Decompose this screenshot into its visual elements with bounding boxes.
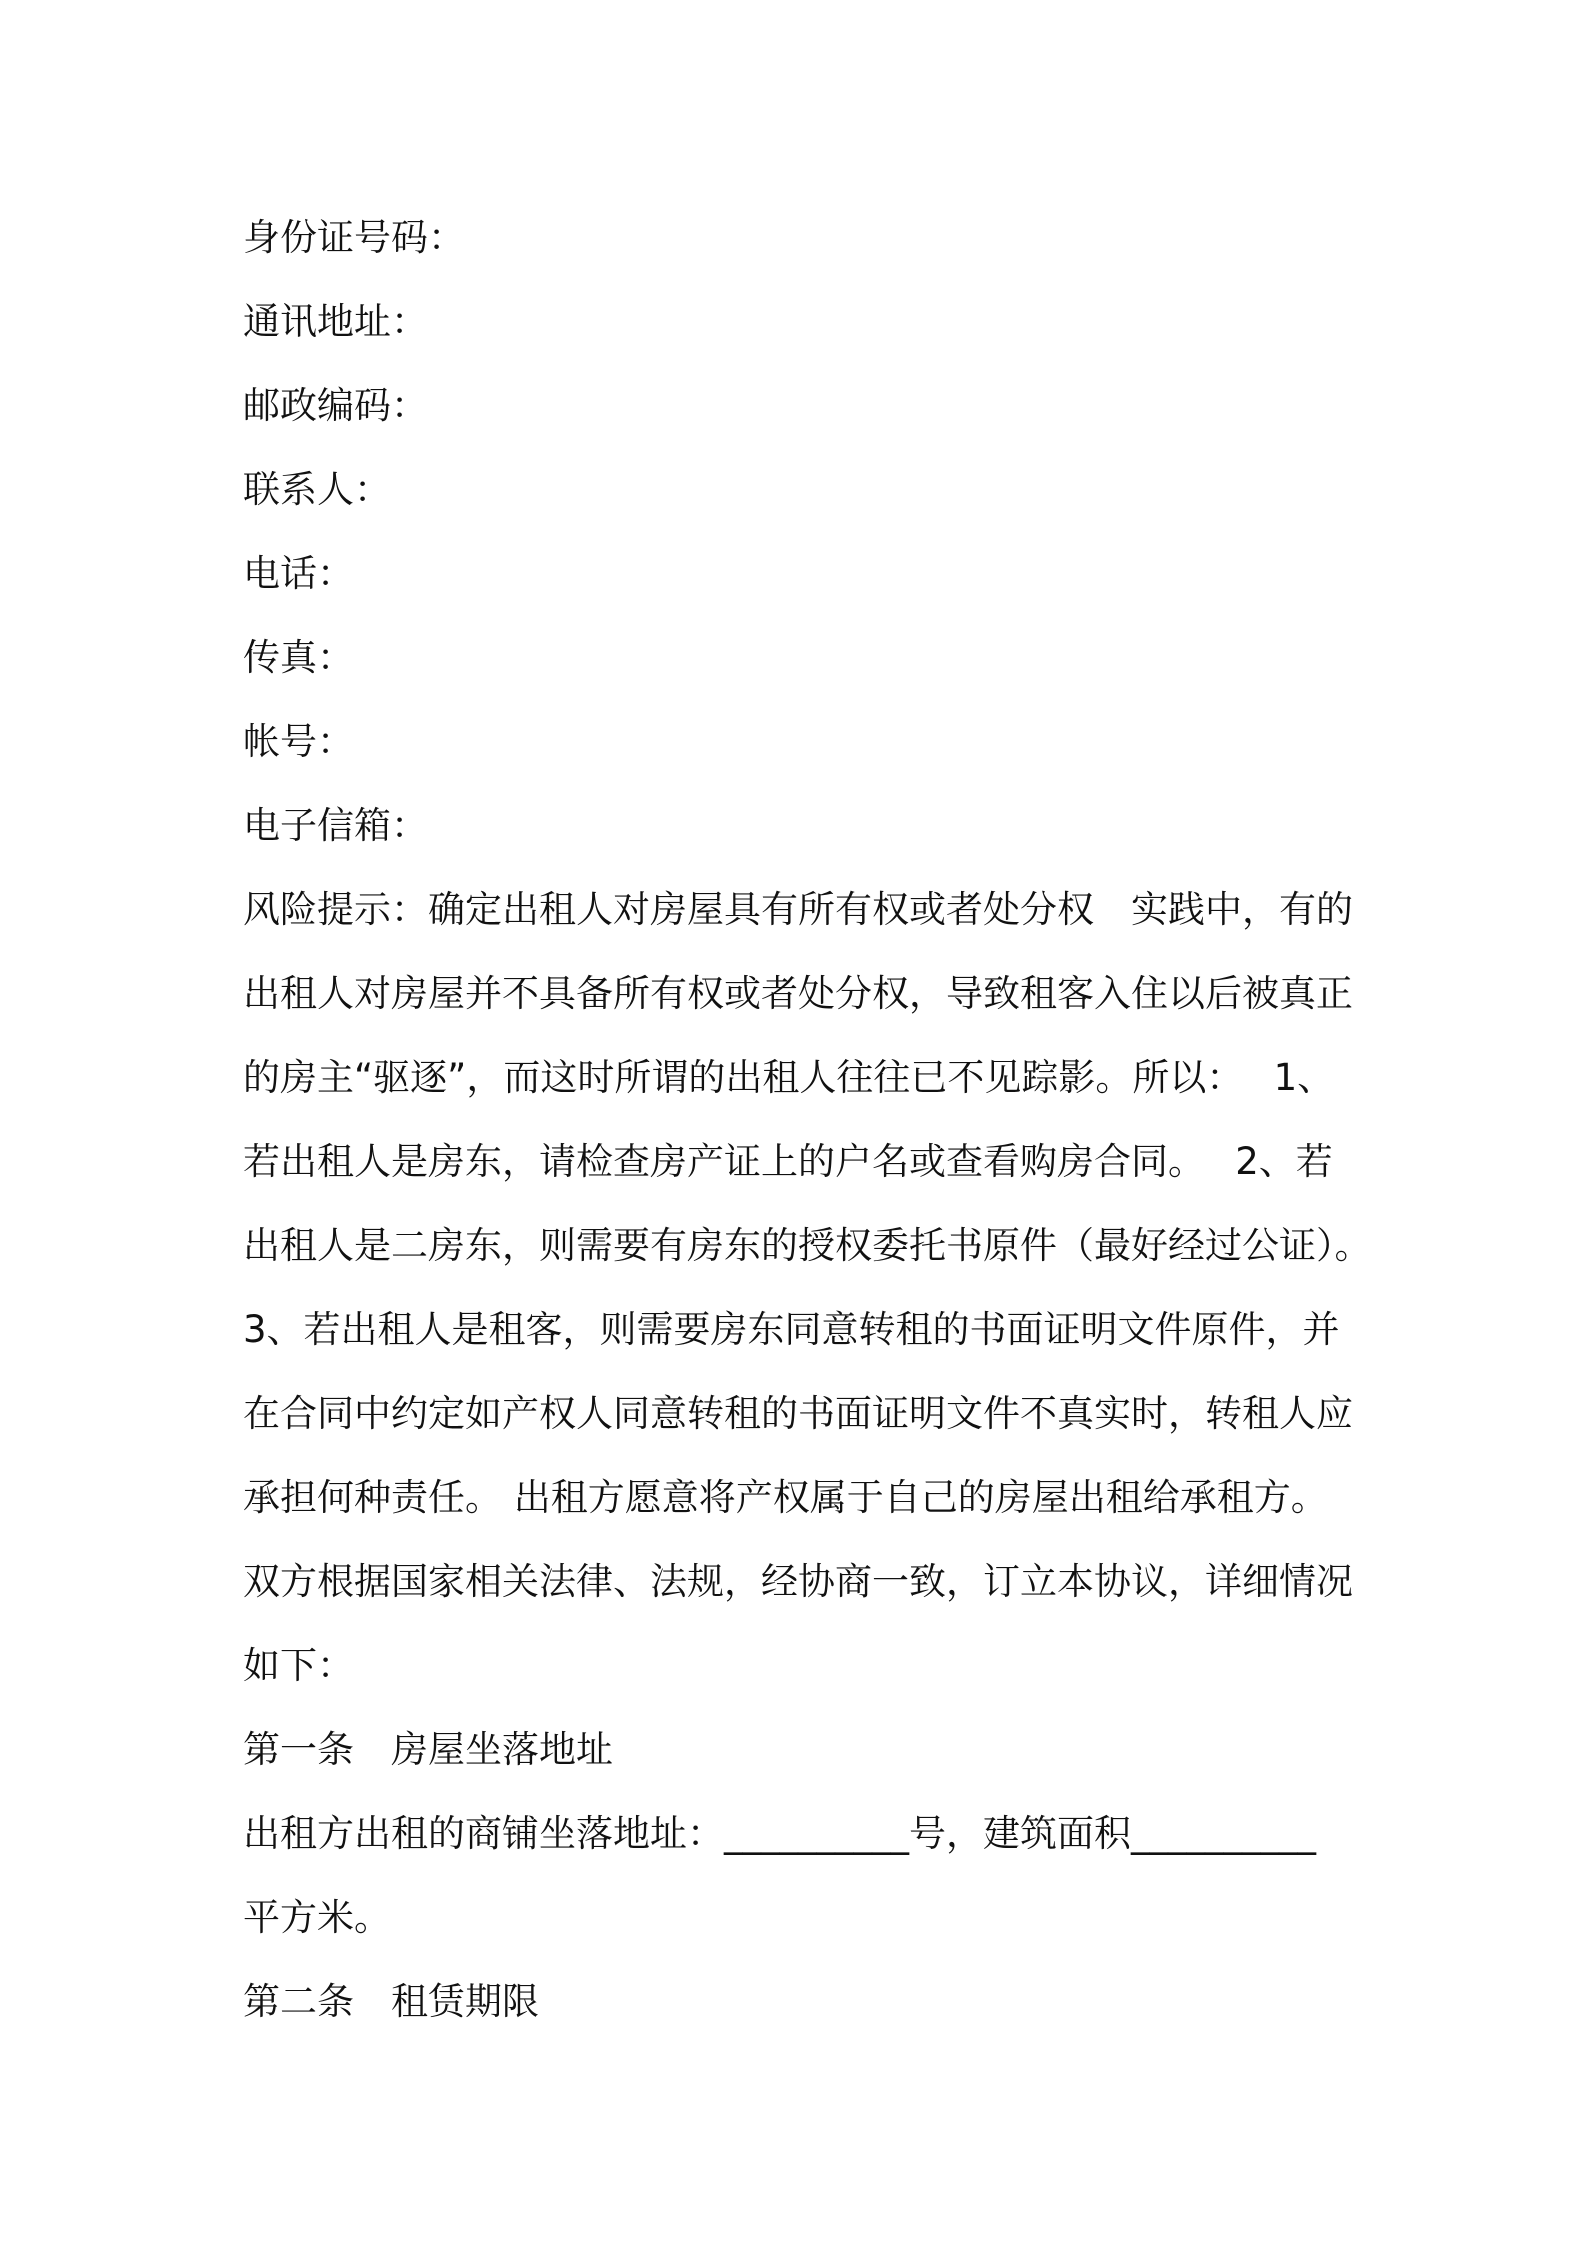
risk-line-10: 如下：: [243, 1644, 354, 1687]
field-email: 电子信箱：: [243, 804, 428, 847]
document-body: [243, 196, 1372, 2044]
risk-line-4: 若出租人是房东，请检查房产证上的户名或查看购房合同。 2、若: [243, 1140, 1333, 1183]
field-account: 帐号：: [243, 720, 354, 763]
field-contact: 联系人：: [243, 468, 391, 511]
field-postal-code: 邮政编码：: [243, 384, 428, 427]
risk-line-3: 的房主“驱逐”，而这时所谓的出租人往往已不见踪影。所以： 1、: [243, 1056, 1335, 1099]
field-id-number: 身份证号码：: [243, 216, 465, 259]
risk-line-5: 出租人是二房东，则需要有房东的授权委托书原件（最好经过公证）。: [243, 1224, 1372, 1267]
field-phone: 电话：: [243, 552, 354, 595]
article-1-title: 第一条 房屋坐落地址: [243, 1728, 613, 1771]
risk-line-6: 3、若出租人是租客，则需要房东同意转租的书面证明文件原件，并: [243, 1308, 1340, 1351]
article-2-title: 第二条 租赁期限: [243, 1980, 539, 2023]
article-1-body-line-1: 出租方出租的商铺坐落地址：__________号，建筑面积__________: [243, 1812, 1316, 1855]
risk-line-9: 双方根据国家相关法律、法规，经协商一致，订立本协议，详细情况: [243, 1560, 1353, 1603]
risk-line-2: 出租人对房屋并不具备所有权或者处分权，导致租客入住以后被真正: [243, 972, 1353, 1015]
risk-line-8: 承担何种责任。 出租方愿意将产权属于自己的房屋出租给承租方。: [243, 1476, 1328, 1519]
field-address: 通讯地址：: [243, 300, 428, 343]
risk-line-1: 风险提示：确定出租人对房屋具有所有权或者处分权 实践中，有的: [243, 888, 1353, 931]
field-fax: 传真：: [243, 636, 354, 679]
article-1-body-line-2: 平方米。: [243, 1896, 391, 1939]
risk-line-7: 在合同中约定如产权人同意转租的书面证明文件不真实时，转租人应: [243, 1392, 1353, 1435]
